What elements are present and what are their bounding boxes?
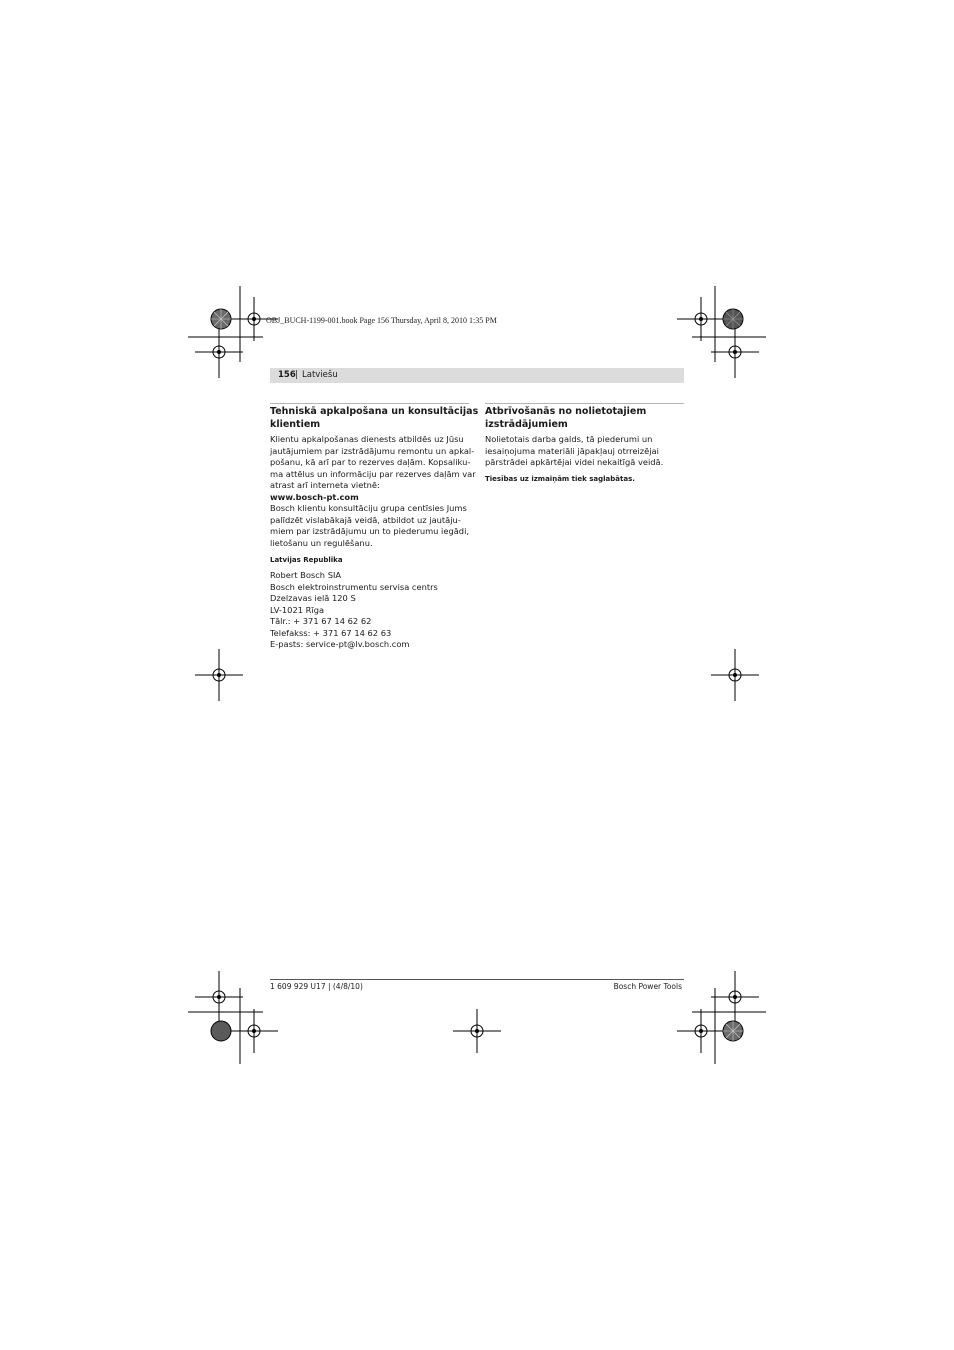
- header-separator: |: [295, 370, 298, 380]
- disposal-heading: Atbrīvošanās no nolietotajiem izstrādājumiem: [485, 406, 647, 430]
- registration-target-icon: [711, 328, 759, 378]
- rights-notice: Tiesības uz izmaiņām tiek saglabātas.: [485, 475, 635, 483]
- registration-target-icon: [230, 1009, 278, 1053]
- footer-rule: [270, 979, 684, 980]
- registration-target-icon: [195, 649, 243, 701]
- registration-target-icon: [677, 1009, 725, 1053]
- service-address: Robert Bosch SIA Bosch elektroinstrumentu servisa centrs Dzelzavas ielā 120 S LV-1021 Rīga Tālr.: + 371 67 14 62 62 Telefakss: + 371 67 14 62 63 E-pasts: service-pt@lv.bosch.com: [270, 570, 438, 649]
- registration-target-icon: [711, 971, 759, 1021]
- color-wheel-icon: [723, 1021, 743, 1041]
- page-language: Latviešu: [302, 370, 338, 380]
- email-link[interactable]: E-pasts: service-pt@lv.bosch.com: [270, 639, 410, 649]
- page-header: [270, 368, 684, 383]
- print-slug: OBJ_BUCH-1199-001.book Page 156 Thursday, April 8, 2010 1:35 PM: [266, 316, 497, 325]
- registration-target-icon: [677, 297, 725, 341]
- registration-target-icon: [195, 328, 243, 378]
- country-heading: Latvijas Republika: [270, 556, 343, 564]
- service-intro: Klientu apkalpošanas dienests atbildēs uz Jūsu jautājumiem par izstrādājumu remontu un apkal- pošanu, kā arī par to rezerves daļām. Kopsaliku- ma attēlus un informāciju par rezerves daļām var atrast arī interneta vietnē: www.bosch-pt.com Bosch klientu konsultāciju grupa centīsies Jums palīdzēt vislabākajā veidā, atbildot uz jautāju- miem par izstrādājumu un to piederumu iegādi, lietošanu un regulēšanu.: [270, 434, 476, 548]
- section-rule: [270, 403, 469, 404]
- color-wheel-icon: [723, 309, 743, 329]
- disposal-text: Nolietotais darba galds, tā piederumi un iesaiņojuma materiāli jāpakļauj otrreizējai pārstrādei apkārtējai videi nekaitīgā veidā.: [485, 434, 664, 467]
- footer-doc-number: 1 609 929 U17 | (4/8/10): [270, 982, 363, 991]
- registration-target-icon: [195, 971, 243, 1021]
- page-number: 156: [278, 370, 296, 380]
- color-wheel-icon: [211, 1021, 231, 1041]
- section-rule: [485, 403, 684, 404]
- service-heading: Tehniskā apkalpošana un konsultācijas klientiem: [270, 406, 479, 430]
- registration-target-icon: [711, 649, 759, 701]
- registration-target-icon: [453, 1009, 501, 1053]
- color-wheel-icon: [211, 309, 231, 329]
- footer-brand: Bosch Power Tools: [613, 982, 682, 991]
- website-link[interactable]: www.bosch-pt.com: [270, 491, 359, 502]
